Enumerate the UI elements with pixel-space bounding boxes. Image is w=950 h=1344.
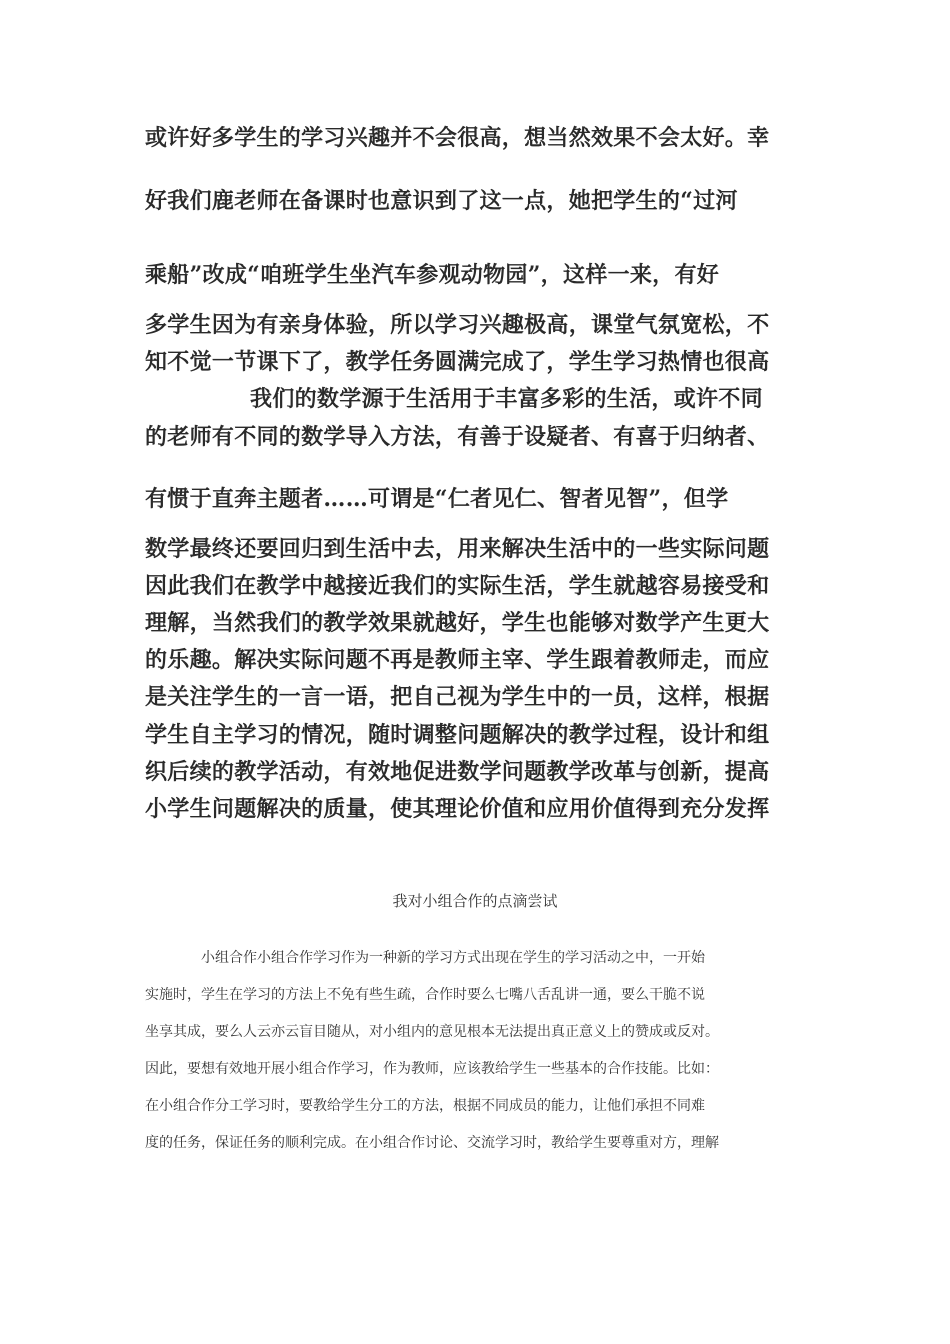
paragraph-line: 理解，当然我们的教学效果就越好，学生也能够对数学产生更大 [145, 610, 770, 636]
paragraph-line: 织后续的教学活动，有效地促进数学问题教学改革与创新，提高 [145, 759, 770, 785]
paragraph-line-indented: 小组合作小组合作学习作为一种新的学习方式出现在学生的学习活动之中，一开始 [201, 950, 705, 966]
paragraph-line: 有惯于直奔主题者……可谓是“仁者见仁、智者见智”，但学 [145, 486, 729, 512]
paragraph-line: 多学生因为有亲身体验，所以学习兴趣极高，课堂气氛宽松，不 [145, 312, 770, 338]
paragraph-line: 小学生问题解决的质量，使其理论价值和应用价值得到充分发挥 [145, 796, 770, 822]
paragraph-line: 好我们鹿老师在备课时也意识到了这一点，她把学生的“过河 [145, 188, 738, 214]
paragraph-line: 数学最终还要回归到生活中去，用来解决生活中的一些实际问题 [145, 536, 770, 562]
paragraph-line: 的乐趣。解决实际问题不再是教师主宰、学生跟着教师走，而应 [145, 647, 770, 673]
paragraph-line: 因此我们在教学中越接近我们的实际生活，学生就越容易接受和 [145, 573, 770, 599]
paragraph-line: 因此，要想有效地开展小组合作学习，作为教师，应该教给学生一些基本的合作技能。比如： [145, 1061, 719, 1077]
paragraph-line: 坐享其成，要么人云亦云盲目随从，对小组内的意见根本无法提出真正意义上的赞成或反对。 [145, 1024, 719, 1040]
paragraph-line: 乘船”改成“咱班学生坐汽车参观动物园”，这样一来，有好 [145, 262, 720, 288]
section-title: 我对小组合作的点滴尝试 [392, 892, 558, 910]
paragraph-line: 是关注学生的一言一语，把自己视为学生中的一员，这样，根据 [145, 684, 770, 710]
paragraph-line-indented: 我们的数学源于生活用于丰富多彩的生活，或许不同 [250, 386, 763, 412]
paragraph-line: 或许好多学生的学习兴趣并不会很高，想当然效果不会太好。幸 [145, 125, 770, 151]
paragraph-line: 实施时，学生在学习的方法上不免有些生疏，合作时要么七嘴八舌乱讲一通，要么干脆不说 [145, 987, 705, 1003]
paragraph-line: 在小组合作分工学习时，要教给学生分工的方法，根据不同成员的能力，让他们承担不同难 [145, 1098, 705, 1114]
paragraph-line: 知不觉一节课下了，教学任务圆满完成了，学生学习热情也很高 [145, 349, 770, 375]
paragraph-line: 学生自主学习的情况，随时调整问题解决的教学过程，设计和组 [145, 722, 770, 748]
paragraph-line: 的老师有不同的数学导入方法，有善于设疑者、有喜于归纳者、 [145, 424, 770, 450]
paragraph-line: 度的任务，保证任务的顺利完成。在小组合作讨论、交流学习时，教给学生要尊重对方，理解 [145, 1135, 719, 1151]
